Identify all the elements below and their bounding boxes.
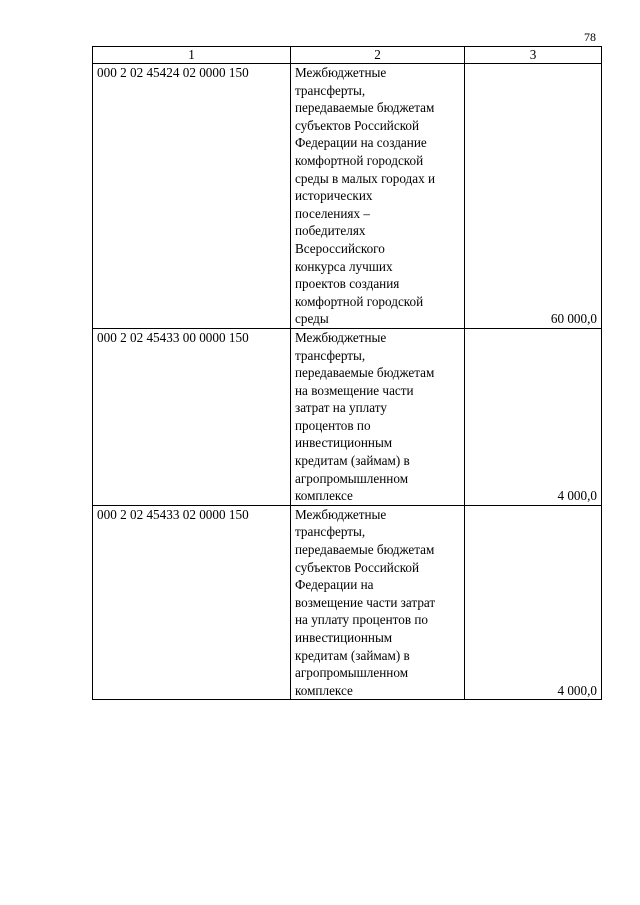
row-name-line: среды в малых городах и [295,170,436,186]
row-name-line: проектов создания [295,276,400,292]
table-row [93,64,602,329]
row-name-line: победителях [295,223,366,239]
row-name-line: исторических [295,188,373,204]
row-name-line: кредитам (займам) в [295,453,410,469]
row-name-line: субъектов Российской [295,559,420,575]
page-number: 78 [584,30,596,44]
row-amount: 60 000,0 [465,64,602,329]
row-name-line: передаваемые бюджетам [295,542,435,558]
row-name-line: на возмещение части [295,382,414,398]
row-name-line: Всероссийского [295,240,385,256]
row-name-line: трансферты, [295,347,366,363]
row-code: 000 2 02 45424 02 0000 150 [93,64,291,329]
row-name-line: агропромышленном [295,470,409,486]
row-name-line: комфортной городской [295,152,424,168]
row-name-line: комфортной городской [295,293,424,309]
row-amount: 4 000,0 [465,328,602,505]
row-name-line: конкурса лучших [295,258,393,274]
row-name-line: комплексе [295,682,353,698]
row-code: 000 2 02 45433 00 0000 150 [93,328,291,505]
row-name-line: комплексе [295,488,353,504]
row-name-line: на уплату процентов по [295,612,429,628]
row-name-line: Федерации на создание [295,135,427,151]
row-name-line: инвестиционным [295,435,393,451]
row-name-line: агропромышленном [295,665,409,681]
row-name-line: инвестиционным [295,630,393,645]
row-name-line: Межбюджетные [295,506,387,522]
row-code: 000 2 02 45433 02 0000 150 [93,505,291,700]
row-name-line: затрат на уплату [295,400,387,416]
row-amount: 4 000,0 [465,505,602,700]
row-name-line: кредитам (займам) в [295,647,410,663]
row-name-line: Межбюджетные [295,329,387,345]
table-row [93,328,602,505]
row-name-line: среды [295,311,329,327]
row-name-line: трансферты, [295,82,366,98]
row-name-line: трансферты, [295,524,366,540]
row-name-line: возмещение части затрат [295,594,436,610]
row-name [291,328,465,505]
row-name-line: поселениях – [295,205,370,221]
row-name-line: передаваемые бюджетам [295,100,435,116]
row-name [291,64,465,329]
table-row [93,505,602,700]
row-name-line: Федерации на [295,577,374,593]
row-name [291,505,465,700]
column-header-2: 2 [291,47,465,64]
row-name-line: процентов по [295,417,371,433]
row-name-line: субъектов Российской [295,117,420,133]
budget-table [92,46,602,700]
column-header-1: 1 [93,47,291,64]
row-name-line: Межбюджетные [295,65,387,80]
row-name-line: передаваемые бюджетам [295,365,435,381]
table-header-row [93,47,602,64]
column-header-3: 3 [465,47,602,64]
